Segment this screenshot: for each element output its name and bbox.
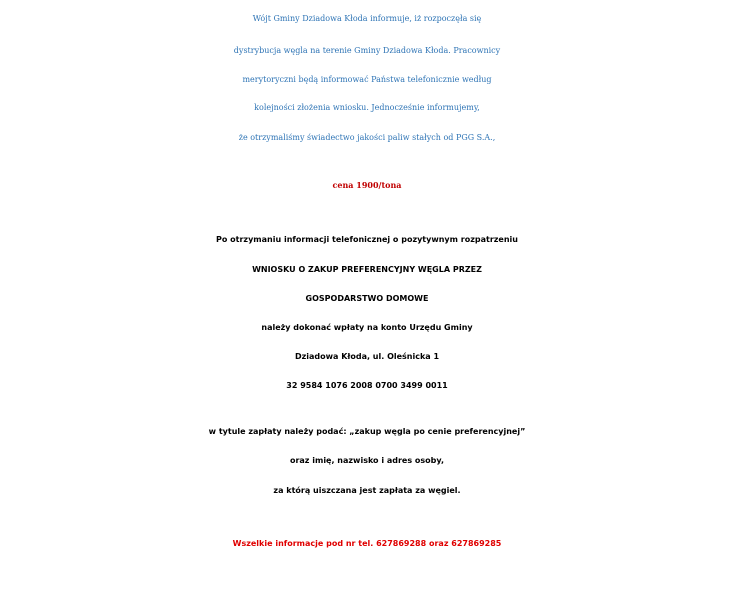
intro-line-5: że otrzymaliśmy świadectwo jakości paliw stałych od PGG S.A., <box>238 133 496 142</box>
payment-line-3: GOSPODARSTWO DOMOWE <box>305 294 429 303</box>
title-note-line-2: oraz imię, nazwisko i adres osoby, <box>289 456 445 465</box>
intro-line-1: Wójt Gminy Dziadowa Kłoda informuje, iż rozpoczęła się <box>252 14 482 23</box>
intro-line-4: kolejności złożenia wniosku. Jednocześnie informujemy, <box>254 103 480 112</box>
contact-info: Wszelkie informacje pod nr tel. 627869288 oraz 627869285 <box>232 539 502 548</box>
intro-line-3: merytoryczni będą informować Państwa telefonicznie według <box>242 75 492 84</box>
bank-account-number: 32 9584 1076 2008 0700 3499 0011 <box>286 381 448 390</box>
payment-line-4: należy dokonać wpłaty na konto Urzędu Gminy <box>261 323 473 332</box>
intro-line-2: dystrybucja węgla na terenie Gminy Dziadowa Kłoda. Pracownicy <box>233 46 501 55</box>
price-label: cena 1900/tona <box>332 180 402 190</box>
title-note-line-3: za którą uiszczana jest zapłata za węgiel. <box>273 486 461 495</box>
payment-line-1: Po otrzymaniu informacji telefonicznej o pozytywnym rozpatrzeniu <box>216 235 518 244</box>
title-note-line-1: w tytule zapłaty należy podać: „zakup węgla po cenie preferencyjnej” <box>208 427 526 436</box>
payment-line-5: Dziadowa Kłoda, ul. Oleśnicka 1 <box>294 352 440 361</box>
payment-line-2: WNIOSKU O ZAKUP PREFERENCYJNY WĘGLA PRZEZ <box>252 265 482 274</box>
